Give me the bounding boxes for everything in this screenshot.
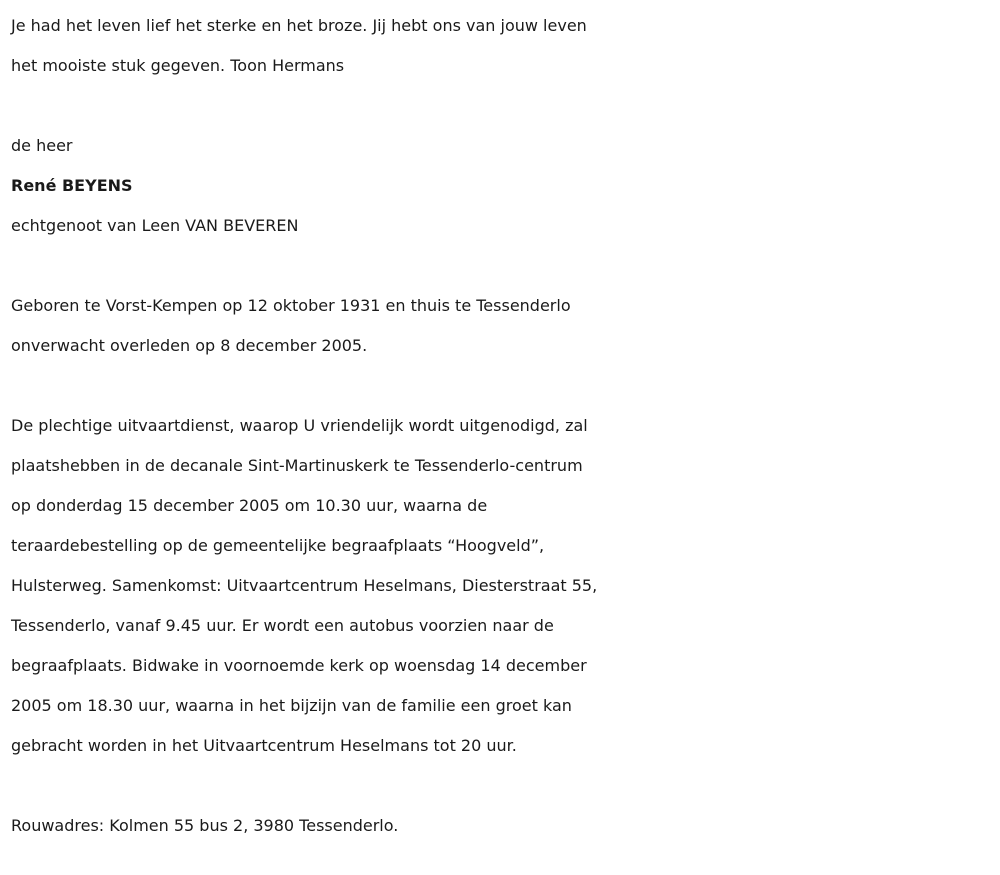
- service-line: Tessenderlo, vanaf 9.45 uur. Er wordt een autobus voorzien naar de: [11, 616, 554, 635]
- quote-line: Je had het leven lief het sterke en het broze. Jij hebt ons van jouw leven: [11, 16, 587, 35]
- spouse-line: echtgenoot van Leen VAN BEVEREN: [11, 216, 299, 235]
- honorific: de heer: [11, 136, 73, 155]
- quote-line: het mooiste stuk gegeven. Toon Hermans: [11, 56, 345, 75]
- quote-block: [11, 6, 1000, 86]
- service-line: plaatshebben in de decanale Sint-Martinuskerk te Tessenderlo-centrum: [11, 456, 583, 475]
- deceased-name: René BEYENS: [11, 176, 133, 195]
- service-line: gebracht worden in het Uitvaartcentrum Heselmans tot 20 uur.: [11, 736, 517, 755]
- spacer: [11, 86, 1000, 126]
- mourning-address: Rouwadres: Kolmen 55 bus 2, 3980 Tessenderlo.: [11, 816, 399, 835]
- service-line: teraardebestelling op de gemeentelijke begraafplaats “Hoogveld”,: [11, 536, 545, 555]
- spacer: [11, 246, 1000, 286]
- service-line: op donderdag 15 december 2005 om 10.30 uur, waarna de: [11, 496, 488, 515]
- service-line: Hulsterweg. Samenkomst: Uitvaartcentrum Heselmans, Diesterstraat 55,: [11, 576, 598, 595]
- service-line: De plechtige uitvaartdienst, waarop U vriendelijk wordt uitgenodigd, zal: [11, 416, 588, 435]
- spacer: [11, 366, 1000, 406]
- birth-death-line: Geboren te Vorst-Kempen op 12 oktober 1931 en thuis te Tessenderlo: [11, 296, 571, 315]
- service-block: [11, 406, 1000, 766]
- spacer: [11, 766, 1000, 806]
- service-line: 2005 om 18.30 uur, waarna in het bijzijn van de familie een groet kan: [11, 696, 572, 715]
- birth-death-line: onverwacht overleden op 8 december 2005.: [11, 336, 368, 355]
- service-line: begraafplaats. Bidwake in voornoemde kerk op woensdag 14 december: [11, 656, 587, 675]
- birth-death-block: [11, 286, 1000, 366]
